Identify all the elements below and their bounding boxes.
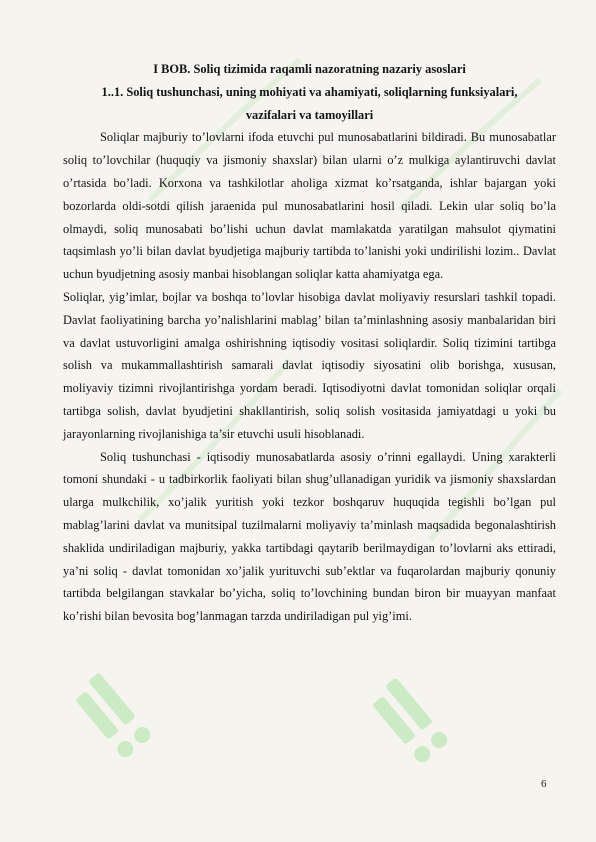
chapter-title: I BOB. Soliq tizimida raqamli nazoratning nazariy asoslari — [153, 62, 466, 76]
document-body — [63, 58, 556, 628]
paragraph-3: Soliq tushunchasi - iqtisodiy munosabatlarda asosiy o’rinni egallaydi. Uning xarakterli tomoni shundaki - u tadbirkorlik faoliyati bilan shug’ullanadigan yuridik va jismoniy shaxslardan ularga mulkchilik, xo’jalik yuritish yoki tezkor boshqaruv huquqida tegishli bo’lgan pul mablag’larini davlat va munitsipal tuzilmalarni moliyaviy ta’minlash maqsadida begonalashtirish shaklida undiriladigan majburiy, yakka tartibdagi qaytarib berilmaydigan to’lovlarni aks ettiradi, ya’ni soliq - davlat tomonidan xo’jalik yurituvchi sub’ektlar va fuqarolardan majburiy qonuniy tartibda belgilangan stavkalar bo’yicha, soliq to’lovchining bundan biron bir muayyan manfaat ko’rishi bilan bevosita bog’lanmagan tarzda undiriladigan pul yig’imi. — [63, 449, 556, 624]
section-title-line1: 1..1. Soliq tushunchasi, uning mohiyati va ahamiyati, soliqlarning funksiyalari, — [101, 84, 518, 99]
paragraph-1: Soliqlar majburiy to’lovlarni ifoda etuvchi pul munosabatlarini bildiradi. Bu munosabatlar soliq to’lovchilar (huquqiy va jismoniy shaxslar) bilan ularni o’z mulkiga aylantiruvchi davlat o’rtasida bo’ladi. Korxona va tashkilotlar aholiga xizmat ko’rsatganda, ishlar bajargan yoki bozorlarda oldi-sotdi qilish jaraenida pul munosabatlarini hosil qiladi. Lekin ular soliq bo’la olmaydi, soliq munosabati bo’lishi uchun davlat mamlakatda yaratilgan mahsulot qiymatini taqsimlash yo’li bilan davlat byudjetiga majburiy tartibda to’lanishi yoki undirilishi lozim.. Davlat uchun byudjetning asosiy manbai hisoblangan soliqlar katta ahamiyatga ega. — [63, 130, 556, 282]
page-number: 6 — [541, 778, 547, 790]
paragraph-2: Soliqlar, yig’imlar, bojlar va boshqa to’lovlar hisobiga davlat moliyaviy resurslari tashkil topadi. Davlat faoliyatining barcha yo’nalishlarini mablag’ bilan ta’minlashning asosiy manbalaridan biri va davlat ustuvorligini amalga oshirishning iqtisodiy vositasi soliqlardir. Soliq tizimini tartibga solish va mukammallashtirish samarali davlat iqtisodiy siyosatini olib borishga, xususan, moliyaviy tizimni rivojlantirishga yordam beradi. Iqtisodiyotni davlat tomonidan soliqlar orqali tartibga solish, davlat byudjetini shakllantirish, soliq solish vositasida jamiyatdagi u yoki bu jarayonlarning rivojlanishiga ta’sir etuvchi usuli hisoblanadi. — [63, 289, 556, 441]
section-title-line2: vazifalari va tamoyillari — [245, 107, 374, 122]
